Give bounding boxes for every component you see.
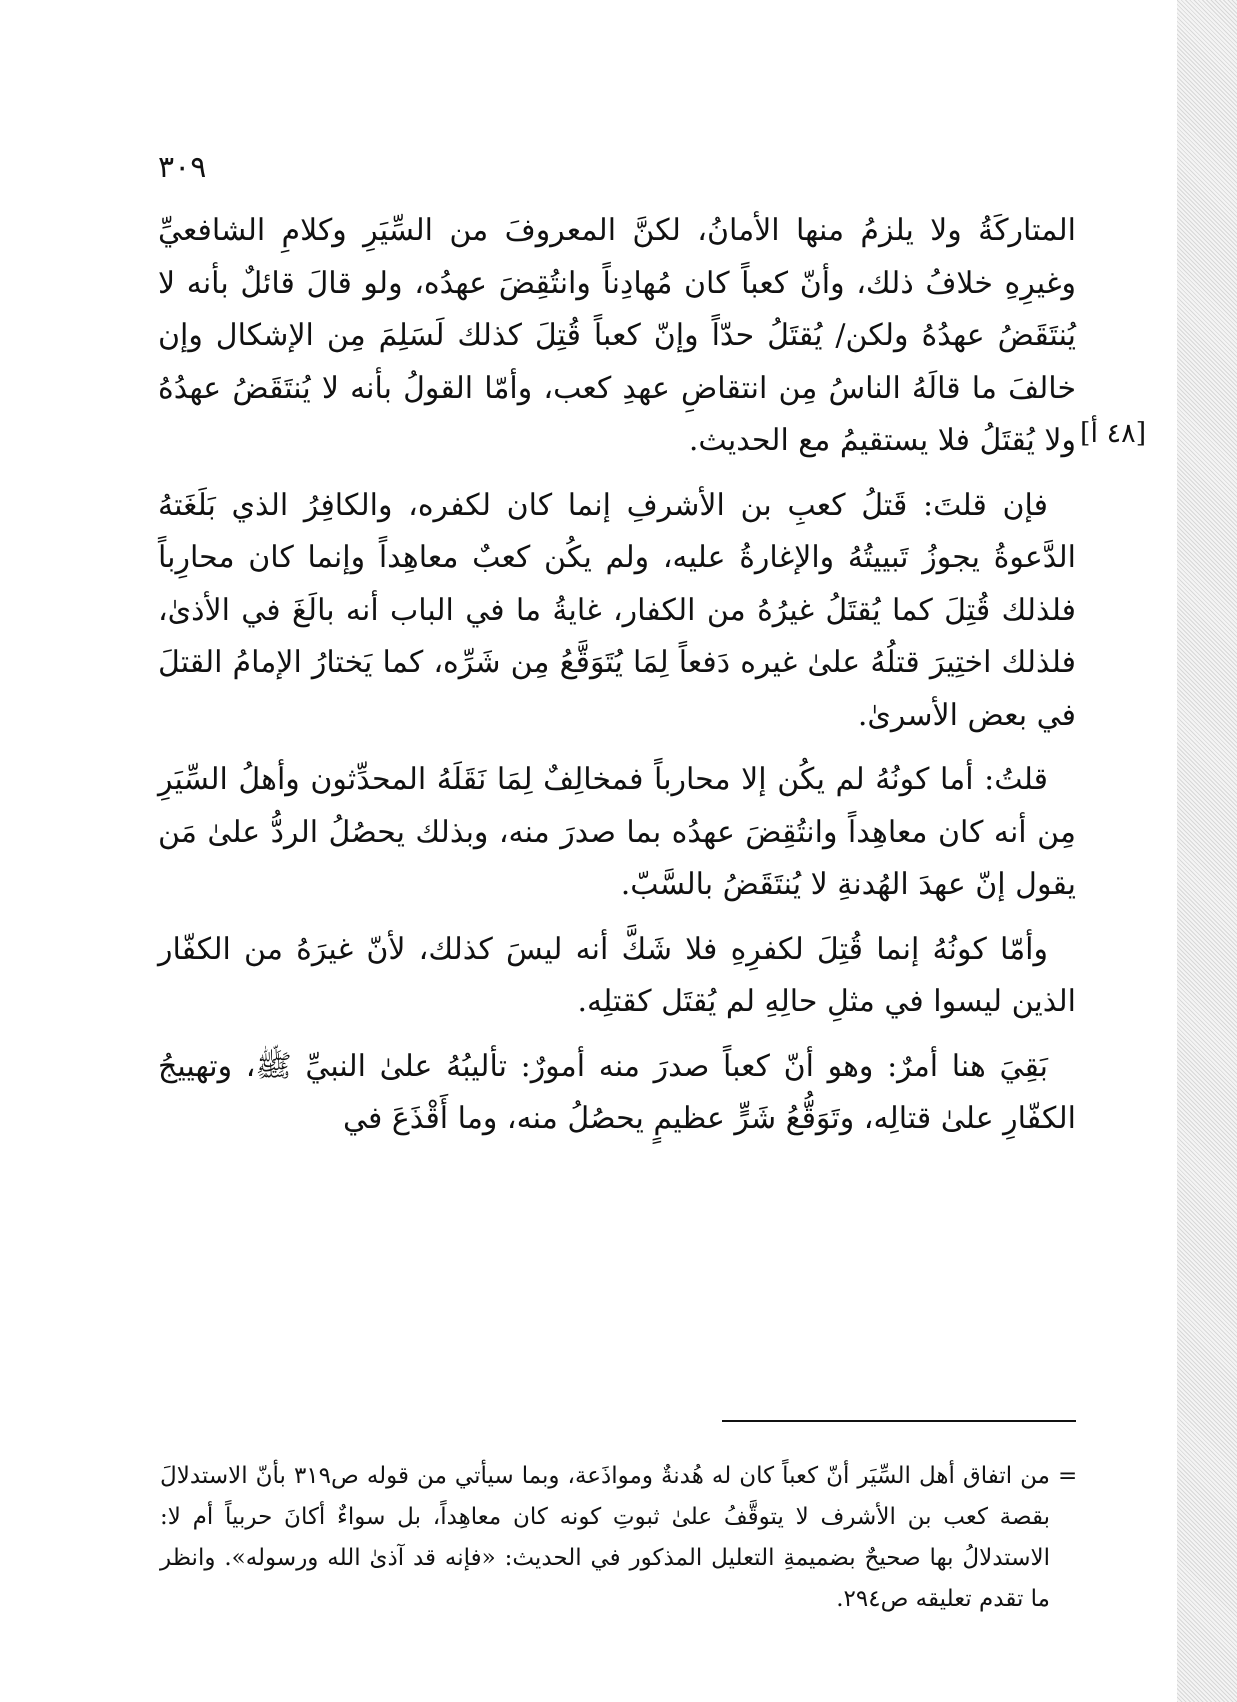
footnote-text: من اتفاق أهل السِّيَر أنّ كعباً كان له هُدنةٌ ومواذَعة، وبما سيأتي من قوله ص٣١٩ بأنّ الاستدلالَ بقصة كعب بن الأشرف لا يتوقَّفُ علىٰ ثبوتِ كونه كان معاهِداً، بل سواءٌ أكانَ حربياً أم لا: الاستدلالُ بها صحيحٌ بضميمةِ التعليل المذكور في الحديث: «فإنه قد آذىٰ الله ورسوله». وانظر ما تقدم تعليقه ص٢٩٤. [160, 1463, 1051, 1612]
paragraph-5: بَقِيَ هنا أمرٌ: وهو أنّ كعباً صدرَ منه أمورٌ: تأليبُهُ علىٰ النبيِّ ﷺ، وتهييجُ الكفّارِ علىٰ قتالِه، وتَوَقُّعُ شَرٍّ عظيمٍ يحصُلُ منه، وما أَقْذَعَ في [158, 1048, 1076, 1136]
paragraph-2: فإن قلتَ: قَتلُ كعبِ بن الأشرفِ إنما كان لكفره، والكافِرُ الذي بَلَغَتهُ الدَّعوةُ يجوزُ تَبييتُهُ والإغارةُ عليه، ولم يكُن كعبٌ معاهِداً وإنما كان محارِباً فلذلك قُتِلَ كما يُقتَلُ غيرُهُ من الكفار، غايةُ ما في الباب أنه بالَغَ في الأذىٰ، فلذلك اختِيرَ قتلُهُ علىٰ غيره دَفعاً لِمَا يُتَوَقَّعُ مِن شَرِّه، كما يَختارُ الإمامُ القتلَ في بعض الأسرىٰ. [158, 487, 1076, 733]
footnote-continuation-mark: = [1058, 1463, 1078, 1489]
page-edge-shadow [1177, 0, 1237, 1702]
paragraph-3: قلتُ: أما كونُهُ لم يكُن إلا محارباً فمخالِفٌ لِمَا نَقَلَهُ المحدِّثون وأهلُ السِّيَرِ مِن أنه كان معاهِداً وانتُقِضَ عهدُه بما صدرَ منه، وبذلك يحصُلُ الردُّ علىٰ مَن يقول إنّ عهدَ الهُدنةِ لا يُنتَقَضُ بالسَّبّ. [158, 762, 1076, 902]
main-text [158, 205, 1076, 1158]
footnote-divider [722, 1420, 1076, 1422]
paragraph-4: وأمّا كونُهُ إنما قُتِلَ لكفرِهِ فلا شَكَّ أنه ليسَ كذلك، لأنّ غيرَهُ من الكفّار الذين ليسوا في مثلِ حالِهِ لم يُقتَل كقتلِه. [158, 931, 1076, 1019]
manuscript-folio-note: [٤٨ أ] [1080, 418, 1147, 449]
page-number: ٣٠٩ [158, 150, 207, 185]
paragraph-1: المتاركَةُ ولا يلزمُ منها الأمانُ، لكنَّ المعروفَ من السِّيَرِ وكلامِ الشافعيِّ وغيرِهِ خلافُ ذلك، وأنّ كعباً كان مُهادِناً وانتُقِضَ عهدُه، ولو قالَ قائلٌ بأنه لا يُنتَقَضُ عهدُهُ ولكن/ يُقتَلُ حدّاً وإنّ كعباً قُتِلَ كذلك لَسَلِمَ مِن الإشكال وإن خالفَ ما قالَهُ الناسُ مِن انتقاضِ عهدِ كعب، وأمّا القولُ بأنه لا يُنتَقَضُ عهدُهُ ولا يُقتَلُ فلا يستقيمُ مع الحديث. [158, 213, 1076, 458]
